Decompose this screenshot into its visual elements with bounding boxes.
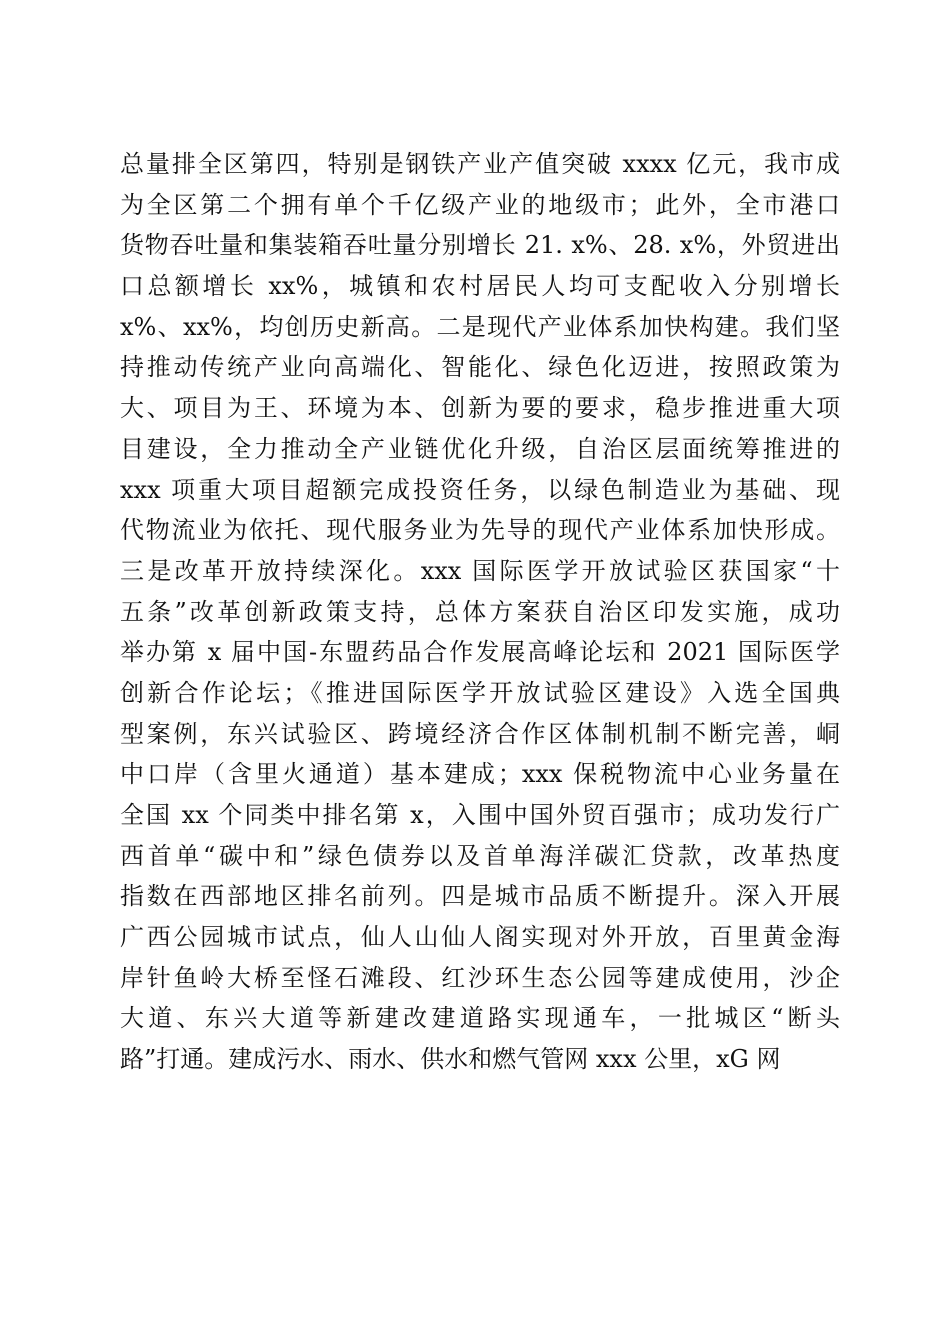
text-line: 三是改革开放持续深化。xxx 国际医学开放试验区获国家“十	[120, 556, 840, 585]
text-line: 口总额增长 xx%，城镇和农村居民人均可支配收入分别增长	[120, 272, 840, 301]
text-line: 路”打通。建成污水、雨水、供水和燃气管网 xxx 公里，xG 网	[120, 1045, 781, 1074]
text-line: 举办第 x 届中国-东盟药品合作发展高峰论坛和 2021 国际医学	[120, 638, 840, 667]
text-line: 为全区第二个拥有单个千亿级产业的地级市；此外，全市港口	[120, 190, 840, 219]
text-line: 创新合作论坛；《推进国际医学开放试验区建设》入选全国典	[120, 678, 840, 707]
text-line: 大道、东兴大道等新建改建道路实现通车，一批城区“断头	[120, 1004, 840, 1033]
text-line: 目建设，全力推动全产业链优化升级，自治区层面统筹推进的	[120, 434, 840, 463]
text-line: xxx 项重大项目超额完成投资任务，以绿色制造业为基础、现	[120, 475, 840, 504]
text-line: 货物吞吐量和集装箱吞吐量分别增长 21. x%、28. x%，外贸进出	[120, 231, 840, 260]
text-line: 型案例，东兴试验区、跨境经济合作区体制机制不断完善，峒	[120, 719, 840, 748]
text-line: 全国 xx 个同类中排名第 x，入围中国外贸百强市；成功发行广	[120, 801, 840, 829]
text-line: 岸针鱼岭大桥至怪石滩段、红沙环生态公园等建成使用，沙企	[120, 963, 840, 992]
text-line: 五条”改革创新政策支持，总体方案获自治区印发实施，成功	[120, 597, 840, 626]
body-paragraph	[120, 144, 840, 1080]
text-line: 总量排全区第四，特别是钢铁产业产值突破 xxxx 亿元，我市成	[120, 150, 840, 178]
text-line: 中口岸（含里火通道）基本建成；xxx 保税物流中心业务量在	[120, 760, 840, 789]
text-line: x%、xx%，均创历史新高。二是现代产业体系加快构建。我们坚	[120, 312, 840, 341]
text-line: 广西公园城市试点，仙人山仙人阁实现对外开放，百里黄金海	[120, 923, 840, 952]
text-line: 大、项目为王、环境为本、创新为要的要求，稳步推进重大项	[120, 394, 840, 423]
text-line: 西首单“碳中和”绿色债券以及首单海洋碳汇贷款，改革热度	[120, 841, 840, 870]
text-line: 指数在西部地区排名前列。四是城市品质不断提升。深入开展	[120, 882, 840, 911]
text-line: 代物流业为依托、现代服务业为先导的现代产业体系加快形成。	[120, 516, 840, 545]
text-line: 持推动传统产业向高端化、智能化、绿色化迈进，按照政策为	[120, 353, 840, 382]
